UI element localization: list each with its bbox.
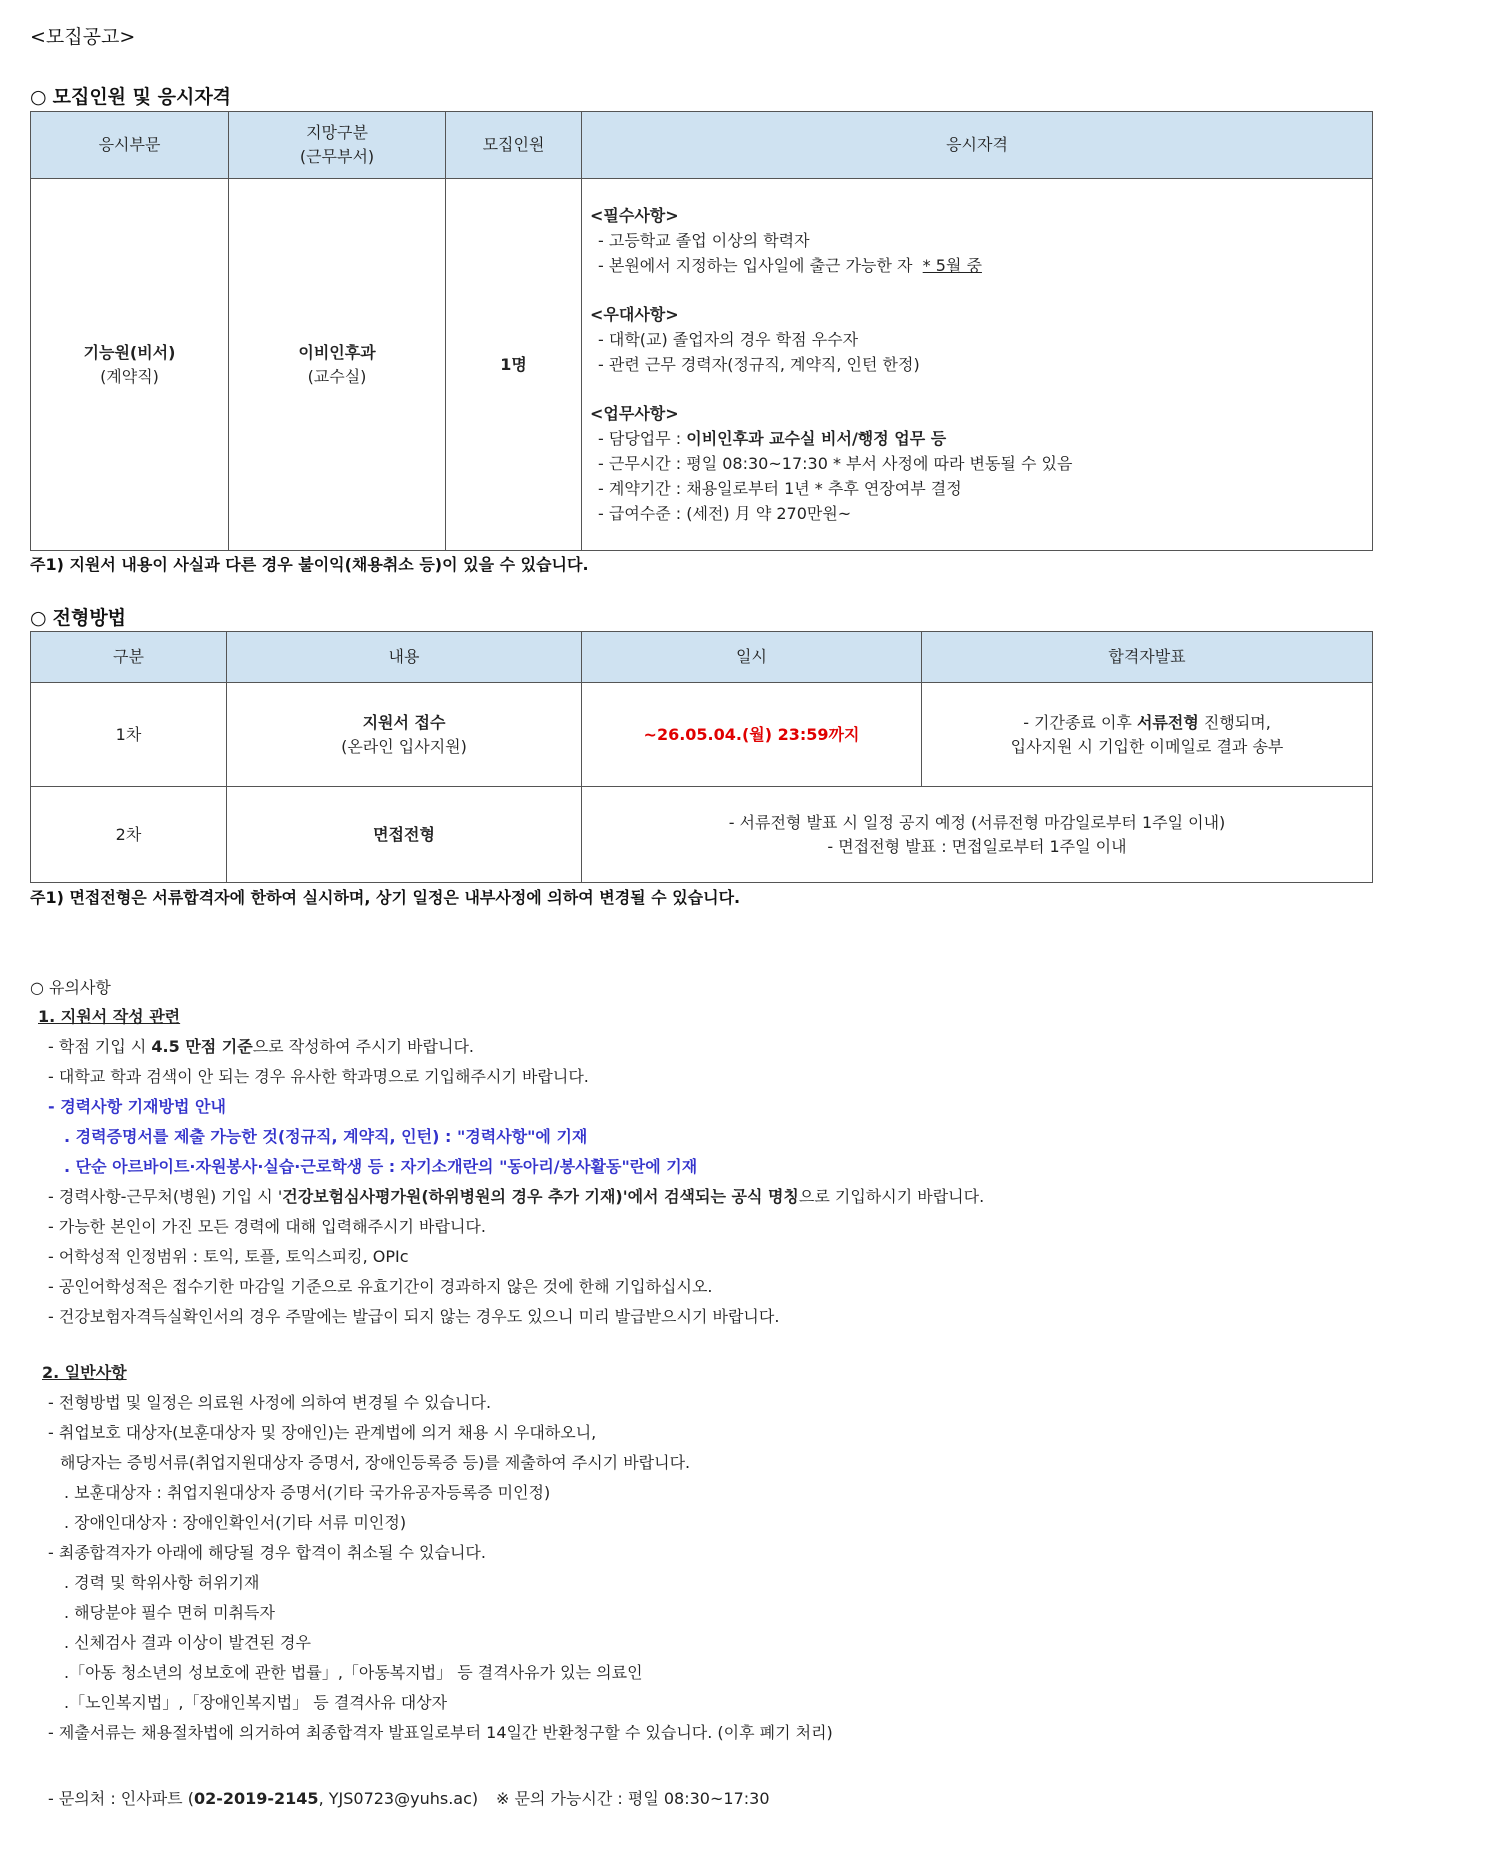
header-content: 내용 [227,632,582,683]
s2-line-11: .「노인복지법」,「장애인복지법」 등 결격사유 대상자 [64,1693,448,1712]
cell-result-1 [922,683,1373,787]
req-title: <필수사항> [590,206,679,225]
cell-stage-2: 2차 [31,787,227,883]
notice-header: <모집공고> [30,26,136,48]
result-1-a: - 기간종료 이후 [1023,712,1137,732]
cell-category [31,179,229,551]
s2-line-5: . 장애인대상자 : 장애인확인서(기타 서류 미인정) [64,1513,407,1532]
s1-line-10: - 건강보험자격득실확인서의 경우 주말에는 발급이 되지 않는 경우도 있으니 미리 발급받으시기 바랍니다. [48,1307,780,1326]
section1-note: 주1) 지원서 내용이 사실과 다른 경우 불이익(채용취소 등)이 있을 수 있습니다. [30,555,589,574]
cell-qualification [582,179,1373,551]
s1-line-6-a: - 경력사항-근무처(병원) 기입 시 ' [48,1187,283,1206]
s1-line-6-c: 으로 기입하시기 바랍니다. [798,1187,985,1206]
s2-line-10: .「아동 청소년의 성보호에 관한 법률」,「아동복지법」 등 결격사유가 있는 의료인 [64,1663,643,1682]
header-date: 일시 [582,632,922,683]
s1-line-6 [48,1184,984,1207]
contact-hours: ※ 문의 가능시간 : 평일 08:30~17:30 [496,1789,770,1808]
s1-line-3: - 경력사항 기재방법 안내 [48,1097,226,1116]
s1-line-1-c: 으로 작성하여 주시기 바랍니다. [252,1037,474,1056]
cell-dept [229,179,446,551]
s1-line-8: - 어학성적 인정범위 : 토익, 토플, 토익스피킹, OPIc [48,1247,409,1266]
result-1-c: 진행되며, [1198,712,1271,732]
s1-line-1 [48,1034,474,1057]
s1-line-1-a: - 학점 기입 시 [48,1037,152,1056]
dept-sub: (교수실) [307,366,367,386]
section3-title: ○ 유의사항 [30,978,111,997]
cell-content-1 [227,683,582,787]
s1-line-2: - 대학교 학과 검색이 안 되는 경우 유사한 학과명으로 기입해주시기 바랍니다. [48,1067,589,1086]
result-1-b: 서류전형 [1136,712,1199,732]
contact-label: - 문의처 : 인사파트 ( [48,1789,194,1808]
header-count: 모집인원 [446,112,582,179]
s2-line-9: . 신체검사 결과 이상이 발견된 경우 [64,1633,311,1652]
req-item-1: - 고등학교 졸업 이상의 학력자 [598,231,810,250]
work-item-1 [590,426,1372,451]
circle-bullet-icon: ○ [30,86,53,108]
section1-title [30,82,231,109]
qualification-table [30,111,1373,551]
contact-email: , YJS0723@yuhs.ac) [318,1789,479,1808]
header-category: 응시부문 [31,112,229,179]
content-1-sub: (온라인 입사지원) [341,736,467,756]
category-text: 기능원(비서) [83,342,176,362]
contact-phone: 02-2019-2145 [193,1789,319,1808]
pref-item-1: - 대학(교) 졸업자의 경우 학점 우수자 [598,330,859,349]
cell-count: 1명 [446,179,582,551]
contact-info [48,1786,478,1809]
table-header-row [31,632,1373,683]
s2-line-7: . 경력 및 학위사항 허위기재 [64,1573,260,1592]
req-item-2-text: - 본원에서 지정하는 입사일에 출근 가능한 자 [598,256,913,275]
table-row [31,683,1373,787]
selection-table [30,631,1373,883]
detail-2-line2: - 면접전형 발표 : 면접일로부터 1주일 이내 [827,836,1127,856]
work-title: <업무사항> [590,404,679,423]
header-dept [229,112,446,179]
section2-note: 주1) 면접전형은 서류합격자에 한하여 실시하며, 상기 일정은 내부사정에 의하여 변경될 수 있습니다. [30,888,741,907]
work-item-3: - 계약기간 : 채용일로부터 1년 * 추후 연장여부 결정 [598,479,962,498]
s1-line-6-b: 건강보험심사평가원(하위병원의 경우 추가 기재)'에서 검색되는 공식 명칭 [282,1187,799,1206]
cell-content-2: 면접전형 [227,787,582,883]
s2-line-8: . 해당분야 필수 면허 미취득자 [64,1603,275,1622]
s1-line-9: - 공인어학성적은 접수기한 마감일 기준으로 유효기간이 경과하지 않은 것에 한해 기입하십시오. [48,1277,713,1296]
s1-line-4: . 경력증명서를 제출 가능한 것(정규직, 계약직, 인턴) : "경력사항"에 기재 [64,1127,588,1146]
work-item-1-value: 이비인후과 교수실 비서/행정 업무 등 [686,429,947,448]
header-stage: 구분 [31,632,227,683]
cell-detail-2 [582,787,1373,883]
s1-line-7: - 가능한 본인이 가진 모든 경력에 대해 입력해주시기 바랍니다. [48,1217,486,1236]
s2-line-2: - 취업보호 대상자(보훈대상자 및 장애인)는 관계법에 의거 채용 시 우대하오니, [48,1423,597,1442]
sub2-title: 2. 일반사항 [42,1363,127,1382]
work-item-2: - 근무시간 : 평일 08:30~17:30 * 부서 사정에 따라 변동될 수 있음 [598,454,1073,473]
s1-line-5: . 단순 아르바이트·자원봉사·실습·근로학생 등 : 자기소개란의 "동아리/봉사활동"란에 기재 [64,1157,698,1176]
cell-date-1: ~26.05.04.(월) 23:59까지 [582,683,922,787]
result-1-line2: 입사지원 시 기입한 이메일로 결과 송부 [1010,736,1284,756]
category-sub: (계약직) [100,366,159,386]
s2-line-3: 해당자는 증빙서류(취업지원대상자 증명서, 장애인등록증 등)를 제출하여 주시기 바랍니다. [60,1453,691,1472]
req-item-2-note: * 5월 중 [922,256,982,275]
s2-line-4: . 보훈대상자 : 취업지원대상자 증명서(기타 국가유공자등록증 미인정) [64,1483,551,1502]
header-qualification: 응시자격 [582,112,1373,179]
dept-text: 이비인후과 [298,342,376,362]
pref-item-2: - 관련 근무 경력자(정규직, 계약직, 인턴 한정) [598,355,920,374]
detail-2-line1: - 서류전형 발표 시 일정 공지 예정 (서류전형 마감일로부터 1주일 이내) [728,812,1226,832]
header-result: 합격자발표 [922,632,1373,683]
table-row [31,179,1373,551]
s1-line-1-b: 4.5 만점 기준 [151,1037,253,1056]
s2-line-12: - 제출서류는 채용절차법에 의거하여 최종합격자 발표일로부터 14일간 반환청구할 수 있습니다. (이후 폐기 처리) [48,1723,833,1742]
header-dept-text: 지망구분 [306,123,368,142]
section2-title [30,603,126,630]
work-item-4: - 급여수준 : (세전) 月 약 270만원~ [598,504,852,523]
s2-line-6: - 최종합격자가 아래에 해당될 경우 합격이 취소될 수 있습니다. [48,1543,486,1562]
section2-title-text: 전형방법 [52,607,127,629]
pref-title: <우대사항> [590,305,679,324]
work-item-1-label: - 담당업무 : [598,429,687,448]
circle-bullet-icon: ○ [30,607,53,629]
table-header-row [31,112,1373,179]
req-item-2 [590,253,1372,278]
header-dept-sub: (근무부서) [299,147,375,166]
section1-title-text: 모집인원 및 응시자격 [52,86,232,108]
content-1-text: 지원서 접수 [362,712,446,732]
sub1-title: 1. 지원서 작성 관련 [38,1007,181,1026]
table-row [31,787,1373,883]
cell-stage-1: 1차 [31,683,227,787]
s2-line-1: - 전형방법 및 일정은 의료원 사정에 의하여 변경될 수 있습니다. [48,1393,492,1412]
